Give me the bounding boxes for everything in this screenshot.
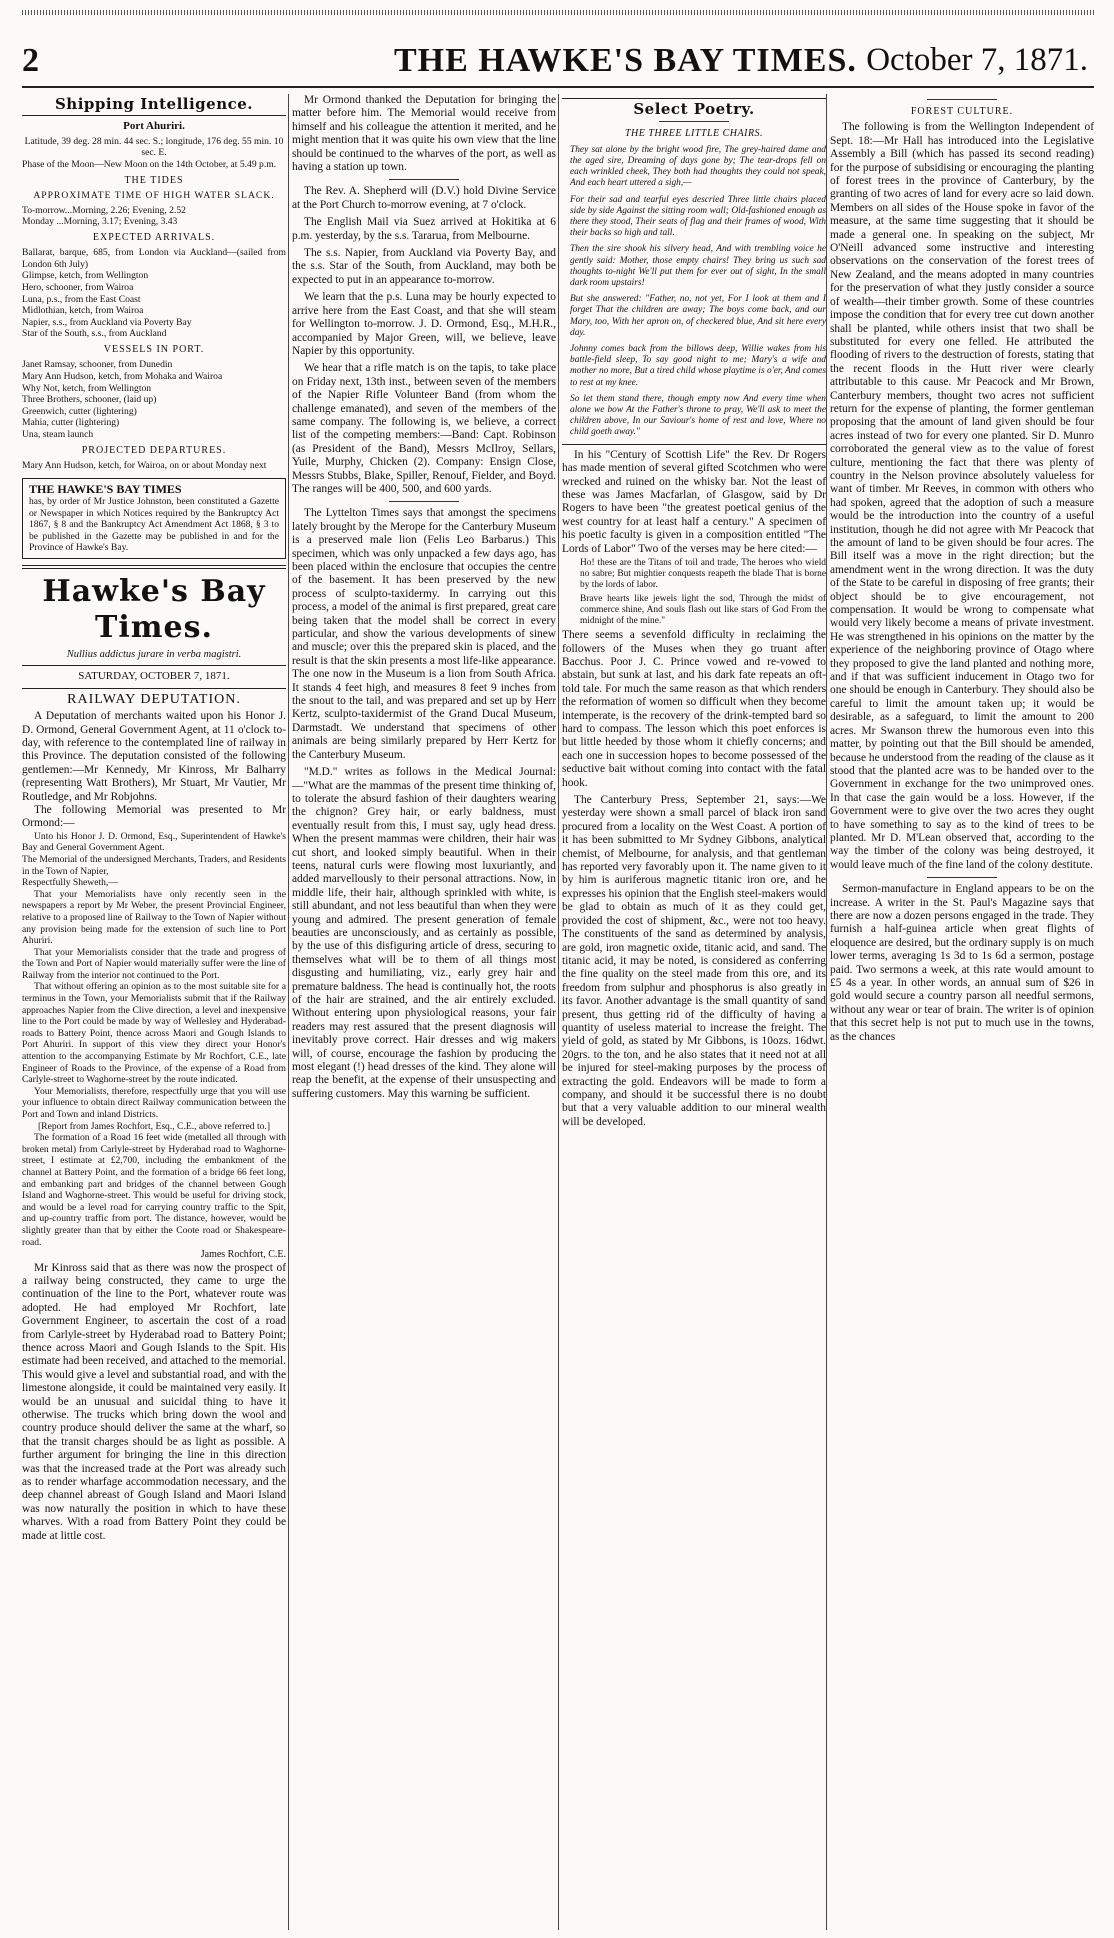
inport-item: Why Not, ketch, from Wellington <box>22 382 152 394</box>
ironsand-article: The Canterbury Press, September 21, says:—We yesterday were shown a small parcel of black iron sand procured from a locality on the West Coast. A portion of it has been submitted to Mr Sydney Gibbons, analytical chemist, of Melbourne, for analysis, and that gentleman has reported very favorably upon it. The name given to it by him is auriferous magnetic titanic iron ore, and he expresses his opinion that the English steel-makers would be glad to obtain as much of it as they could get, provided the cost of shipment, &c., were not too heavy. The constituents of the sand as determined by analysis, are gold, iron magnetic oxide, titanic acid, and sand. The titanic acid, it may be noted, is considered as conferring the fine quality on the steel made from this ore, and its freedom from sulphur and phosphorus is also greatly in its favor. Another advantage is the small quantity of sand present, thus getting rid of the difficulty of having a quantity of useless material to increase the freight. The yield of gold, as stated by Mr Gibbons, is 10ozs. 16dwt. 20grs. to the ton, and he also states that it need not at all be injured for steel-making purposes by the process of extracting the gold. Endeavors will be made to form a company, and should it be successful there is no doubt but that a very valuable addition to our mineral wealth will be developed. <box>562 794 826 1128</box>
poem-stanza: So let them stand there, though empty now And every time when alone we bow At the Father's throne to pray, We'll ask to meet the children above, In our Saviour's home of rest and love, Where no child goeth away." <box>570 393 826 438</box>
report-text: The formation of a Road 16 feet wide (metalled all through with broken metal) from Carlyle-street by Hyderabad road to Waghorne-street, I estimate at £2,700, including the embankment of the channel at Battery Point, and the formation of a bridge 66 feet long, and embanking part and bridges of the channel between Gough Island and Waghorne-street. This would be useful for driving stock, and would be a level road for carrying country traffic to the Spit, and up-country traffic from port. The distance, however, would be slightly greater than that by either the Coote road or Shakespeare-road. <box>22 1132 286 1248</box>
short-rule <box>927 877 997 878</box>
news-item: We learn that the p.s. Luna may be hourly expected to arrive here from the East Coast, and that she will steam for Wellington to-morrow. J. D. Ormond, Esq., M.H.R., accompanied by Major Green, will, we believe, leave Napier by this opportunity. <box>292 291 556 357</box>
expected-item: Midlothian, ketch, from Wairoa <box>22 305 144 317</box>
poem-stanza: Then the sire shook his silvery head, And with trembling voice he gently said: Mother, those empty chairs! They bring us such sad thoughts to-night We'll put them for ever out of sight, In the small dark room upstairs! <box>570 244 826 289</box>
column-rule <box>288 94 289 1930</box>
report-heading: [Report from James Rochfort, Esq., C.E., above referred to.] <box>37 1120 271 1132</box>
memorial-address: Unto his Honor J. D. Ormond, Esq., Superintendent of Hawke's Bay and General Government Agent. <box>22 830 286 854</box>
double-rule <box>22 565 286 569</box>
tides-heading: THE TIDES <box>124 174 184 186</box>
divider <box>562 444 826 445</box>
port-name: Port Ahuriri. <box>123 120 185 133</box>
expected-item: Hero, schooner, from Wairoa <box>22 281 134 293</box>
masthead-rule <box>22 86 1094 88</box>
poem-title: THE THREE LITTLE CHAIRS. <box>624 128 764 140</box>
moon-phase: Phase of the Moon—New Moon on the 14th October, at 5.49 p.m. <box>22 159 277 170</box>
poem-stanza: They sat alone by the bright wood fire, The grey-haired dame and the aged sire, Dreaming of days gone by; The tear-drops fell on each wrinkled cheek, They both had thoughts they could not speak, And each heart uttered a sigh,— <box>570 144 826 189</box>
top-border <box>22 10 1094 15</box>
projected-heading: PROJECTED DEPARTURES. <box>81 444 227 456</box>
short-rule <box>927 99 997 100</box>
inport-item: Una, steam launch <box>22 428 94 440</box>
dateline: SATURDAY, OCTOBER 7, 1871. <box>78 670 230 683</box>
ormond-statement: Mr Ormond thanked the Deputation for bringing the matter before him. The Memorial would receive from himself and his colleague the attention it merited, and he might mention that it was quite his own view that the line should be continued to the wharves of the port, as well as having a station up town. <box>292 94 556 174</box>
scots-article: In his "Century of Scottish Life" the Rev. Dr Rogers has made mention of several gifted Scotchmen who were wrecked and ruined on the whisky bar. Not the least of these was James Macfarlan, of Glasgow, said by Dr Rogers to have been "the greatest poetical genius of the west country for at least half a century." A specimen of his poetic faculty is given in a composition entitled "The Lords of Labor" Two of the verses may be here cited:— <box>562 448 826 555</box>
news-item: The Rev. A. Shepherd will (D.V.) hold Divine Service at the Port Church to-morrow evening, at 7 o'clock. <box>292 185 556 211</box>
short-rule <box>659 121 729 122</box>
gazette-notice <box>22 478 286 559</box>
column-4 <box>830 94 1094 1930</box>
expected-item: Glimpse, ketch, from Wellington <box>22 270 149 282</box>
poetry-heading: Select Poetry. <box>633 100 755 118</box>
memorial-of: The Memorial of the undersigned Merchants, Traders, and Residents in the Town of Napier, <box>22 853 286 877</box>
memorial-para: That your Memorialists have only recently seen in the newspapers a report by Mr Weber, the present Provincial Engineer, relative to a proposed line of Railway to the Town of Napier without any provision being made for the extension of such line to Port Ahuriri. <box>22 888 286 947</box>
column-1 <box>22 94 286 1930</box>
newspaper-page <box>22 8 1094 1930</box>
forest-heading: FOREST CULTURE. <box>910 106 1014 117</box>
expected-item: Napier, s.s., from Auckland via Poverty Bay <box>22 316 192 328</box>
sermon-article: Sermon-manufacture in England appears to be on the increase. A writer in the St. Paul's Magazine says that there are now a dozen persons engaged in the trade. They furnish a half-guinea article when great flights of eloquence are desired, but the ordinary supply is on much lower terms, averaging 1s 3d to 1s 6d a sermon, postage paid. Two sermons a week, at this rate would amount to £5 4s a year. In other words, an annual sum of $26 in gold would secure a country parson all needful sermons, without any wear or tear of brain. The writer is of opinion that this secret help is not put to much use in the towns, as the chances <box>830 883 1094 1043</box>
page-number: 2 <box>22 42 39 79</box>
shipping-heading: Shipping Intelligence. <box>54 95 254 113</box>
notice-title: THE HAWKE'S BAY TIMES <box>29 481 182 496</box>
inport-item: Greenwich, cutter (lightering) <box>22 405 137 417</box>
news-item: The Lyttelton Times says that amongst the specimens lately brought by the Merope for the Canterbury Museum is a preserved male lion (Felis Leo Barbarus.) This specimen, which was only unpacked a few days ago, has been placed within the enclosure that occupies the centre of the basement. It has been preserved by the new process of sculpto-taxidermy. In carrying out this process, a model of the animal is first prepared, great care being taken that the model shall be correct in every particular, and show the various developments of sinew and muscle; over this the prepared skin is placed, and the result is that the skin presents a most life-like appearance. The one now in the Museum is a lion from South Africa. It stands 4 feet high, and measures 8 feet 9 inches from the snout to the tail, and was prepared and set up by Herr Kertz, sculpto-taxidermist of the Grand Ducal Museum, Darmstadt. We understand that specimens of other animals are being similarly prepared by Herr Kertz for the Canterbury Museum. <box>292 507 556 761</box>
news-item: The s.s. Napier, from Auckland via Poverty Bay, and the s.s. Star of the South, from Auckland, may both be expected to put in an appearance to-morrow. <box>292 247 556 286</box>
column-2 <box>292 94 556 1930</box>
poem-stanza: Johnny comes back from the billows deep, Willie wakes from his battle-field sleep, To say good night to me; Mary's a wife and mother no more, But a tired child whose playtime is o'er, And comes to rest at my knee. <box>570 344 826 388</box>
quoted-verse: Brave hearts like jewels light the sod, Through the midst of commerce shine, And souls flash out like stars of God From the midnight of the mine." <box>580 593 826 626</box>
divider <box>22 688 286 689</box>
memorial-sheweth: Respectfully Sheweth,— <box>22 877 118 889</box>
expected-item: Luna, p.s., from the East Coast <box>22 293 141 305</box>
tides-note: APPROXIMATE TIME OF HIGH WATER SLACK. <box>33 190 275 201</box>
memorial-para: That without offering an opinion as to the most suitable site for a terminus in the Town, your Memorialists submit that if the Railway approaches Napier from the Clive direction, a level and inexpensive line to the Port could be made by way of Wellesley and Hyderabad-roads to Battery Point, thence across Maori and Gough Islands to Port Ahuriri. In support of this view they direct your Honor's attention to the accompanying Estimate by Mr Rochfort, C.E., late Engineer of Roads to the Province, of the expense of a Road from Carlyle-street to Waghorne-street by the route indicated. <box>22 981 286 1086</box>
railway-heading: RAILWAY DEPUTATION. <box>67 691 241 707</box>
divider <box>562 98 826 99</box>
column-3 <box>562 94 826 1930</box>
expected-item: Star of the South, s.s., from Auckland <box>22 328 167 340</box>
port-position: Latitude, 39 deg. 28 min. 44 sec. S.; longitude, 176 deg. 55 min. 10 sec. E. <box>24 135 284 159</box>
column-rule <box>826 94 827 1930</box>
expected-heading: EXPECTED ARRIVALS. <box>92 231 216 243</box>
notice-body: has, by order of Mr Justice Johnston, been constituted a Gazette or Newspaper in which Notices required by the Bankruptcy Act 1867, § 8 and the Bankruptcy Act Amendment Act 1868, § 3 to be published in the Gazette may be published in and for the Province of Hawke's Bay. <box>29 495 279 554</box>
railway-intro: A Deputation of merchants waited upon his Honor J. D. Ormond, General Government Agent, at 11 o'clock to-day, with reference to the contemplated line of railway in this Province. The deputation consisted of the following gentlemen:—Mr Kennedy, Mr Kinross, Mr Balharry (representing Watt Brothers), Mr Stuart, Mr Vautier, Mr Routledge, and Mr Robjohns. <box>22 710 286 803</box>
nameplate: Hawke's Bay Times. <box>42 573 266 645</box>
masthead <box>22 8 1094 92</box>
scots-article-continued: There seems a sevenfold difficulty in reclaiming the followers of the Muses when they go truant after Bacchus. Poor J. C. Prince vowed and re-vowed to abstain, but sunk at last, and his dark fate repeats an oft-told tale. For much the same reason as that which renders the reformation of women so difficult when they become intemperate, is the recovery of the drink-tempted bard so hard to compass. The lesson which this poet enforces is but little heeded by those whom it chiefly concerns; and each one in succession hopes to become possessed of the seductive bait without coming into contact with the fatal hook. <box>562 629 826 789</box>
inport-item: Mahia, cutter (lightering) <box>22 417 120 429</box>
memorial-para: That your Memorialists consider that the trade and progress of the Town and Port of Napier would materially suffer were the line of Railway from the interior not continued to the Port. <box>22 946 286 981</box>
tides-row: Monday ...Morning, 3.17; Evening, 3.43 <box>22 216 178 228</box>
motto: Nullius addictus jurare in verba magistri. <box>66 648 242 660</box>
expected-item: Ballarat, barque, 685, from London via Auckland—(sailed from London 6th July) <box>22 247 286 270</box>
issue-date: October 7, 1871. <box>866 42 1088 78</box>
poem-stanza: For their sad and tearful eyes descried Three little chairs placed side by side Against the sitting room wall; Old-fashioned enough as there they stood, Their seats of flag and their frames of wood, With their backs so high and tall. <box>570 194 826 239</box>
columns <box>22 94 1094 1930</box>
newspaper-title: THE HAWKE'S BAY TIMES. <box>394 42 857 79</box>
divider <box>22 115 286 116</box>
divider <box>22 665 286 666</box>
short-rule <box>389 179 459 180</box>
news-item: The English Mail via Suez arrived at Hokitika at 6 p.m. yesterday, by the s.s. Tararua, from Melbourne. <box>292 216 556 242</box>
forest-article: The following is from the Wellington Independent of Sept. 18:—Mr Hall has introduced into the Legislative Assembly a Bill (which has passed its second reading) for the purpose of subsidising or encouraging the planting of forest trees in the province of Canterbury, by the granting of two acres of land for every acre so laid down. Members on all sides of the House spoke in favor of the measure, at the same time suggesting that it should be made a general one. In speaking on the subject, Mr O'Neill advanced some instructive and interesting observations on the conservation of the forest trees of New Zealand, and the means adopted in many countries for the preservation of what they justly consider a source of wealth—their timber growth. Some of these countries impose the condition that for every tree cut down another shall be planted, while others insist that two shall be substituted for every one felled. He attributed the flooding of rivers to the destruction of forests, stating that the recent floods in the Hutt river were clearly attributable to this cause. Mr Peacock and Mr Brown, Canterbury members, thought two acres not sufficient return for the expense of planting, the former gentleman proposing that the amount of land given should be four acres instead of two for every one planted. Sir D. Munro corroborated the general view as to the value of forest culture, mentioning the fact that there was plenty of country in the Nelson province absolutely valueless for want of timber. Mr Reeves, in common with others who had spoken, agreed that the adoption of such a measure would be the introduction into the country of a useful institution, though he did not agree with Mr Peacock that the amount of land to be given should be four acres. The Bill itself was a move in the right direction; but the amendment went in the wrong direction. It was the duty of the State to be careful in disposing of free grants; their object should be to give encouragement, not compensation. It would be wrong to compensate what would very likely become a means of private investment. He was strengthened in his opinions on the matter by the experience of the neighboring province of Otago where they proposed to give the land planted and nothing more, and if that was sufficient inducement in Otago two for one should be enough in Canterbury. They should also be careful to limit the amount taken up; it would be desirable, as a safeguard, to limit the amount to 200 acres. Mr Swanson threw the humorous even into this matter, by pointing out that the Bill should be amended, because he understood from the reading of the clause as it stood that the planted acre was to be handed over to the Government in exchange for the two unimproved ones. In that case the gain would be a loss. However, if the Government were to give over the two acres they ought to have something to say as to the kind of trees to be planted. Mr D. M'Lean observed that, according to the way the timber of the colony was being destroyed, it would leave much of the fine land of the colony destitute. <box>830 121 1094 871</box>
inport-item: Mary Ann Hudson, ketch, from Mohaka and Wairoa <box>22 370 223 382</box>
memorial-intro: The following Memorial was presented to Mr Ormond:— <box>22 803 286 830</box>
inport-item: Janet Ramsay, schooner, from Dunedin <box>22 359 173 371</box>
memorial-para: Your Memorialists, therefore, respectfully urge that you will use your influence to obtain direct Railway communication between the Port and Town and inland Districts. <box>22 1085 286 1120</box>
short-rule <box>389 501 459 502</box>
tides-row: To-morrow...Morning, 2.26; Evening, 2.52 <box>22 204 186 216</box>
report-signature: James Rochfort, C.E. <box>200 1249 286 1261</box>
poem-stanza: But she answered: "Father, no, not yet, For I look at them and I forget That the children are away; The boys come back, and our Mary, too, With her apron on, of checkered blue, And sit here every day. <box>570 294 826 338</box>
poem <box>562 145 826 439</box>
news-item: "M.D." writes as follows in the Medical Journal:—"What are the mammas of the present time thinking of, to tolerate the absurd fashion of their daughters wearing the chignon? Grey hair, or early baldness, must eventually result from this, I must say, ugly head dress. When the present mammas were children, their hair was cut short, and looked simply beautiful. When in their teens, natural curls were flowing most luxuriantly, and added marvellously to their personal attractions. Now, in middle life, their hair, although sprinkled with white, is still abundant, and not less beautiful than when they were young and admired. The present generation of female beauties are unconsciously, and as certainly as possible, by the use of this disfiguring article of dress, securing to themselves what will be to them of all things most disgusting and humiliating, viz., early grey hair and premature baldness. The head is continually hot, the roots of the hair are strained, and the air entirely excluded. Without entering upon physiological reasons, your fair readers may rest assured that the present diagnosis will inevitably prove correct. Hair dresses and wig makers will, of course, encourage the fashion by producing the most elegant (!) head dresses of the kind. They alone will reap the benefit, at the expense of their unsuspecting and suffering customers. May this warning be sufficient. <box>292 766 556 1100</box>
news-item: We hear that a rifle match is on the tapis, to take place on Friday next, 13th inst., between seven of the members of the Napier Rifle Volunteer Band (from whom the challenge emanated), and seven of the members of the same company. The following is, we believe, a correct list of the competing members:—Band: Capt. Robinson (as President of the Band), Messrs McIlroy, Sellars, Yuile, Murphy, Chicken (2). Company: Ensign Close, Messrs Stubbs, Blake, Spiller, Renouf, Fielder, and Boyd. The ranges will be 400, 500, and 600 yards. <box>292 362 556 495</box>
column-rule <box>558 94 559 1930</box>
kinross-statement: Mr Kinross said that as there was now the prospect of a railway being constructed, they came to urge the continuation of the line to the Port, whatever route was adopted. He had employed Mr Rochfort, late Government Engineer, to ascertain the cost of a road from Carlyle-street by Hyderabad road to Battery Point; thence across Maori and Gough Islands to the Spit. His estimate had been received, and attached to the memorial. This would give a level and substantial road, and with the limestone alongside, it could be maintained very easily. It would be an unusual and suicidal thing to have it otherwise. The trucks which bring down the wool and country produce should deliver the same at the wharf, so that the transit charges should be as light as possible. A further argument for bringing the line in this direction was that the increased trade at the Port was already such as to render wharfage accommodation necessary, and the deep channel abreast of Gough Island and Maori Island was now naturally the position in which to have these wharves. With a road from Battery Point they could be made at little cost. <box>22 1261 286 1542</box>
inport-item: Three Brothers, schooner, (laid up) <box>22 394 157 406</box>
projected-item: Mary Ann Hudson, ketch, for Wairoa, on or about Monday next <box>22 459 267 471</box>
inport-heading: VESSELS IN PORT. <box>103 343 205 355</box>
quoted-verse: Ho! these are the Titans of toil and trade, The heroes who wield no sabre; But mightier conquests reapeth the blade That is borne by the lords of labor. <box>580 557 826 591</box>
